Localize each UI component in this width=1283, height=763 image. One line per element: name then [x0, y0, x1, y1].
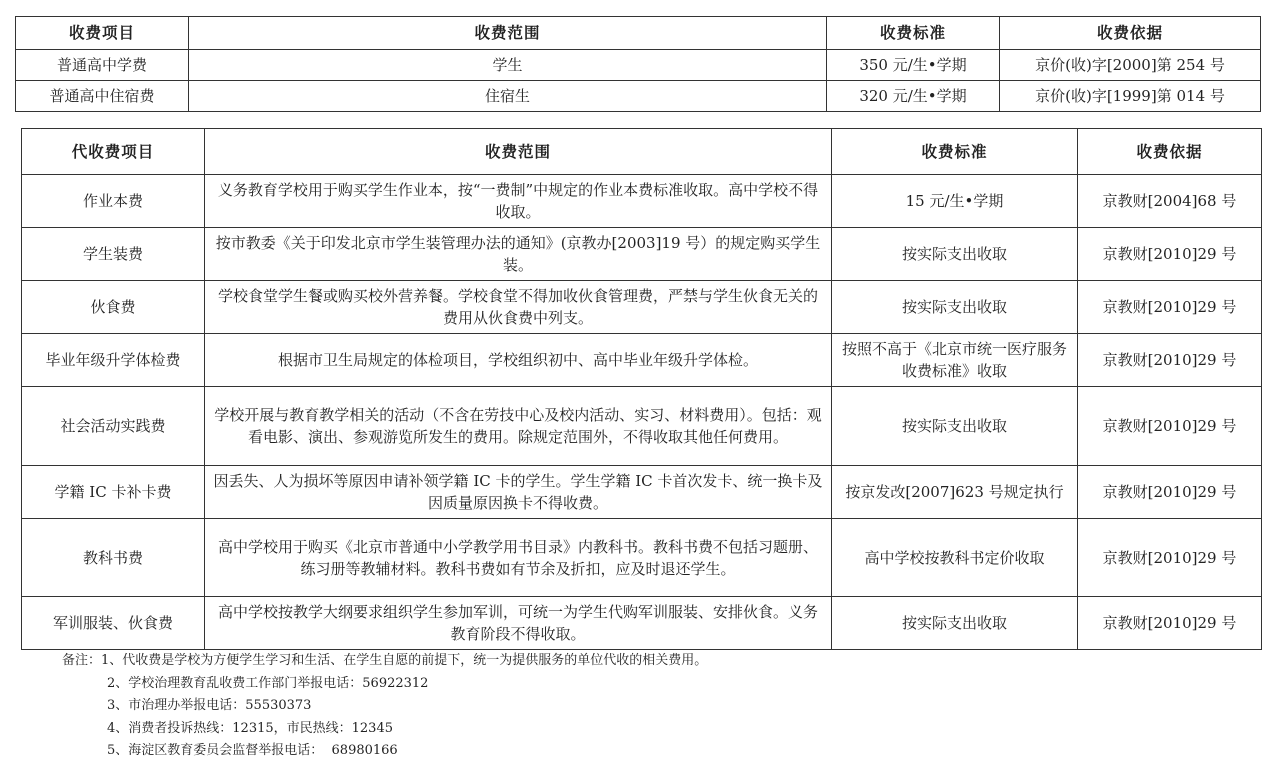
- fee-basis: 京教财[2010]29 号: [1078, 466, 1262, 519]
- table-row: [22, 334, 1262, 387]
- fee-item: 学生装费: [22, 228, 205, 281]
- fee-standard: 320 元/生•学期: [827, 81, 1000, 112]
- fee-item: 作业本费: [22, 175, 205, 228]
- fee-basis: 京教财[2010]29 号: [1078, 228, 1262, 281]
- fee-scope: 义务教育学校用于购买学生作业本，按“一费制”中规定的作业本费标准收取。高中学校不得收取。: [205, 175, 832, 228]
- fee-scope: 按市教委《关于印发北京市学生装管理办法的通知》(京教办[2003]19 号）的规定购买学生装。: [205, 228, 832, 281]
- fee-basis: 京教财[2010]29 号: [1078, 281, 1262, 334]
- header-fee-scope: 收费范围: [189, 17, 827, 50]
- fee-basis: 京价(收)字[2000]第 254 号: [1000, 50, 1261, 81]
- header-fee-scope: 收费范围: [205, 129, 832, 175]
- table-row: [22, 519, 1262, 597]
- remark-line: 5、海淀区教育委员会监督举报电话： 68980166: [107, 743, 398, 758]
- remark-line: 备注：1、代收费是学校为方便学生学习和生活、在学生自愿的前提下，统一为提供服务的单位代收的相关费用。: [62, 653, 708, 668]
- table-row: [22, 466, 1262, 519]
- fee-scope: 根据市卫生局规定的体检项目，学校组织初中、高中毕业年级升学体检。: [205, 334, 832, 387]
- fee-item: 伙食费: [22, 281, 205, 334]
- fee-standard: 按实际支出收取: [832, 228, 1078, 281]
- table-header-row: [22, 129, 1262, 175]
- collected-fee-table: [21, 128, 1262, 650]
- fee-basis: 京教财[2010]29 号: [1078, 597, 1262, 650]
- fee-scope: 高中学校用于购买《北京市普通中小学教学用书目录》内教科书。教科书费不包括习题册、练习册等教辅材料。教科书费如有节余及折扣，应及时退还学生。: [205, 519, 832, 597]
- fee-standard: 高中学校按教科书定价收取: [832, 519, 1078, 597]
- fee-item: 教科书费: [22, 519, 205, 597]
- header-fee-standard: 收费标准: [827, 17, 1000, 50]
- fee-basis: 京教财[2010]29 号: [1078, 519, 1262, 597]
- fee-scope: 住宿生: [189, 81, 827, 112]
- fee-standard: 15 元/生•学期: [832, 175, 1078, 228]
- table-row: [22, 387, 1262, 466]
- table-row: [22, 597, 1262, 650]
- school-fee-table: [15, 16, 1261, 112]
- fee-standard: 按实际支出收取: [832, 281, 1078, 334]
- fee-item: 普通高中学费: [16, 50, 189, 81]
- fee-standard: 按实际支出收取: [832, 597, 1078, 650]
- fee-scope: 高中学校按教学大纲要求组织学生参加军训，可统一为学生代购军训服装、安排伙食。义务教育阶段不得收取。: [205, 597, 832, 650]
- fee-item: 毕业年级升学体检费: [22, 334, 205, 387]
- header-fee-standard: 收费标准: [832, 129, 1078, 175]
- remark-line: 4、消费者投诉热线：12315，市民热线：12345: [107, 720, 393, 736]
- header-fee-item: 收费项目: [16, 17, 189, 50]
- fee-item: 军训服装、伙食费: [22, 597, 205, 650]
- fee-basis: 京教财[2004]68 号: [1078, 175, 1262, 228]
- fee-standard: 350 元/生•学期: [827, 50, 1000, 81]
- remark-line: 3、市治理办举报电话：55530373: [107, 698, 312, 713]
- table-header-row: [16, 17, 1261, 50]
- table-row: [22, 228, 1262, 281]
- fee-scope: 学生: [189, 50, 827, 81]
- fee-standard: 按实际支出收取: [832, 387, 1078, 466]
- table-row: [16, 50, 1261, 81]
- fee-basis: 京教财[2010]29 号: [1078, 334, 1262, 387]
- fee-scope: 学校开展与教育教学相关的活动（不含在劳技中心及校内活动、实习、材料费用）。包括：观看电影、演出、参观游览所发生的费用。除规定范围外，不得收取其他任何费用。: [205, 387, 832, 466]
- table-row: [22, 175, 1262, 228]
- fee-scope: 学校食堂学生餐或购买校外营养餐。学校食堂不得加收伙食管理费，严禁与学生伙食无关的费用从伙食费中列支。: [205, 281, 832, 334]
- header-fee-basis: 收费依据: [1078, 129, 1262, 175]
- table-row: [22, 281, 1262, 334]
- fee-item: 学籍 IC 卡补卡费: [22, 466, 205, 519]
- table-row: [16, 81, 1261, 112]
- fee-item: 社会活动实践费: [22, 387, 205, 466]
- remark-line: 2、学校治理教育乱收费工作部门举报电话：56922312: [107, 675, 429, 691]
- fee-basis: 京价(收)字[1999]第 014 号: [1000, 81, 1261, 112]
- fee-scope: 因丢失、人为损坏等原因申请补领学籍 IC 卡的学生。学生学籍 IC 卡首次发卡、统一换卡及因质量原因换卡不得收费。: [205, 466, 832, 519]
- fee-standard: 按京发改[2007]623 号规定执行: [832, 466, 1078, 519]
- header-collected-fee-item: 代收费项目: [22, 129, 205, 175]
- remarks: [62, 650, 707, 763]
- header-fee-basis: 收费依据: [1000, 17, 1261, 50]
- fee-standard: 按照不高于《北京市统一医疗服务收费标准》收取: [832, 334, 1078, 387]
- fee-item: 普通高中住宿费: [16, 81, 189, 112]
- fee-basis: 京教财[2010]29 号: [1078, 387, 1262, 466]
